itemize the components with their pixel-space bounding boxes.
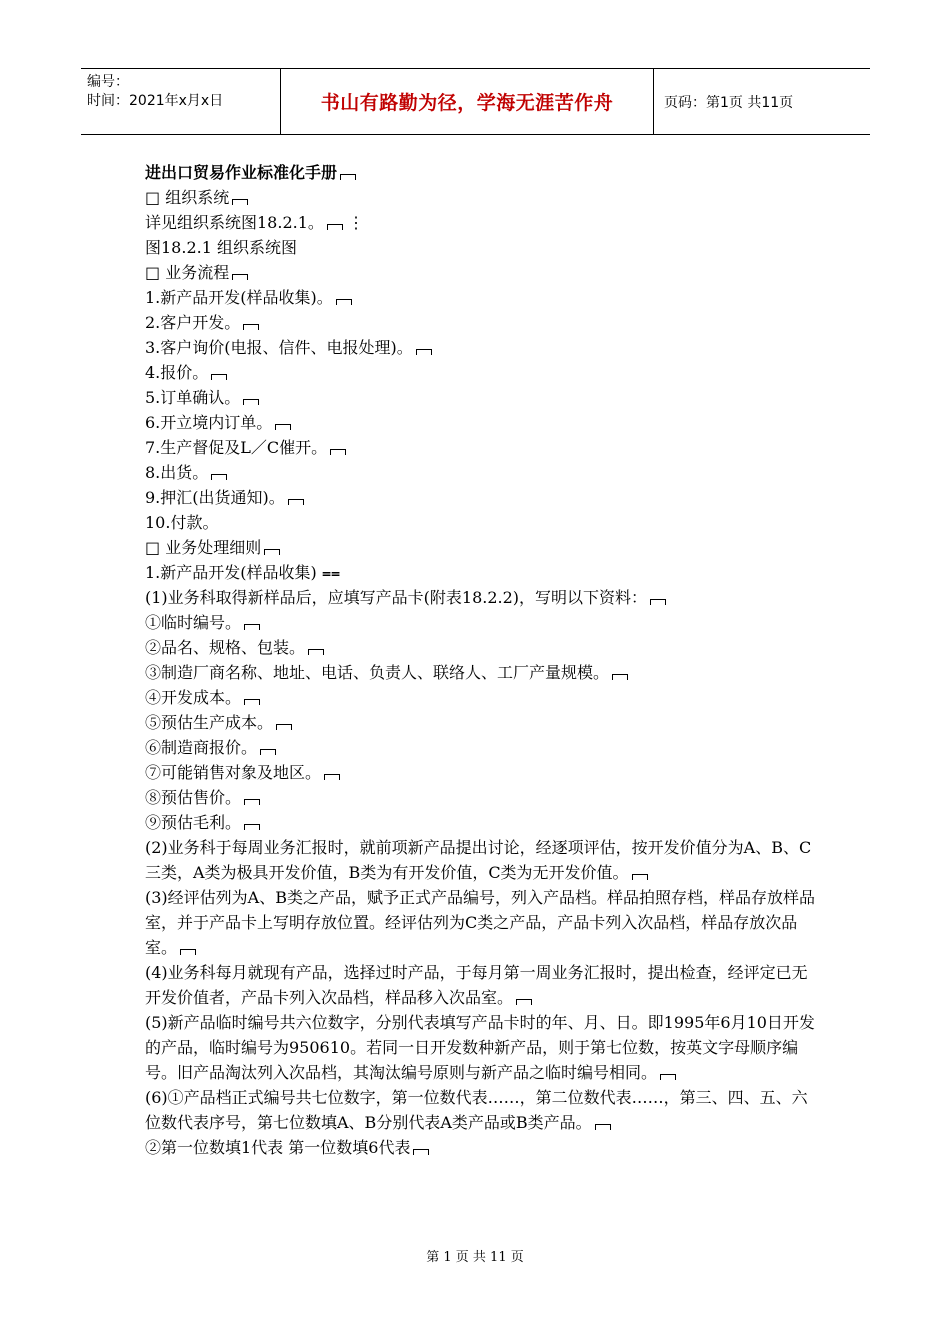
list-item: 6.开立境内订单。: [145, 410, 820, 435]
figure-caption: 图18.2.1 组织系统图: [145, 238, 297, 257]
paragraph: (5)新产品临时编号共六位数字，分别代表填写产品卡时的年、月、日。即1995年6月10日开发的产品，临时编号为950610。若同一日开发数种新产品，则于第七位数，按英文字母顺序编号。旧产品淘汰列入次品档，其淘汰编号原则与新产品之临时编号相同。: [145, 1013, 815, 1082]
doc-date: 时间：2021年x月x日: [87, 93, 224, 109]
header-motto-cell: [281, 69, 654, 134]
list-item: ②品名、规格、包装。: [145, 635, 820, 660]
paragraph: (6)①产品档正式编号共七位数字，第一位数代表……，第二位数代表……，第三、四、五、六位数代表序号，第七位数填A、B分别代表A类产品或B类产品。: [145, 1088, 808, 1132]
header-info-cell: [81, 69, 281, 134]
paragraph: 详见组织系统图18.2.1。 ⋮: [145, 213, 364, 232]
section-heading: □ 业务处理细则: [145, 535, 820, 560]
list-item: 5.订单确认。: [145, 385, 820, 410]
paragraph: (4)业务科每月就现有产品，选择过时产品，于每月第一周业务汇报时，提出检查，经评定已无开发价值者，产品卡列入次品档，样品移入次品室。: [145, 963, 808, 1007]
header-page-cell: [654, 69, 870, 134]
list-item: ⑦可能销售对象及地区。: [145, 760, 820, 785]
list-item: ⑤预估生产成本。: [145, 710, 820, 735]
list-item: ④开发成本。: [145, 685, 820, 710]
subsection-heading: 1.新产品开发(样品收集) ⩵: [145, 563, 341, 582]
paragraph: (3)经评估列为A、B类之产品，赋予正式产品编号，列入产品档。样品拍照存档，样品存放样品室，并于产品卡上写明存放位置。经评估列为C类之产品，产品卡列入次品档，样品存放次品室。: [145, 888, 815, 957]
list-item: ⑧预估售价。: [145, 785, 820, 810]
footer-page-number: 第 1 页 共 11 页: [426, 1250, 524, 1265]
list-item: ⑥制造商报价。: [145, 735, 820, 760]
list-item: 10.付款。: [145, 513, 219, 532]
doc-number-label: 编号：: [87, 74, 129, 90]
paragraph: ②第一位数填1代表 第一位数填6代表: [145, 1135, 820, 1160]
doc-title: 进出口贸易作业标准化手册: [145, 160, 820, 185]
list-item: ⑨预估毛利。: [145, 810, 820, 835]
list-item: 7.生产督促及L／C催开。: [145, 435, 820, 460]
list-item: ③制造厂商名称、地址、电话、负责人、联络人、工厂产量规模。: [145, 660, 820, 685]
page-footer: [0, 1246, 950, 1265]
list-item: 9.押汇(出货通知)。: [145, 485, 820, 510]
list-item: 1.新产品开发(样品收集)。: [145, 285, 820, 310]
list-item: 2.客户开发。: [145, 310, 820, 335]
header-motto: 书山有路勤为径，学海无涯苦作舟: [320, 92, 614, 114]
document-body: [145, 160, 820, 1160]
section-heading: □ 组织系统: [145, 185, 820, 210]
list-item: 8.出货。: [145, 460, 820, 485]
list-item: ①临时编号。: [145, 610, 820, 635]
page-header: [81, 68, 870, 135]
paragraph: (2)业务科于每周业务汇报时，就前项新产品提出讨论，经逐项评估，按开发价值分为A、B、C三类，A类为极具开发价值，B类为有开发价值，C类为无开发价值。: [145, 838, 812, 882]
list-item: 3.客户询价(电报、信件、电报处理)。: [145, 335, 820, 360]
header-page-code: 页码：第1页 共11页: [664, 94, 794, 111]
paragraph: (1)业务科取得新样品后，应填写产品卡(附表18.2.2)，写明以下资料：: [145, 585, 820, 610]
list-item: 4.报价。: [145, 360, 820, 385]
section-heading: □ 业务流程: [145, 260, 820, 285]
